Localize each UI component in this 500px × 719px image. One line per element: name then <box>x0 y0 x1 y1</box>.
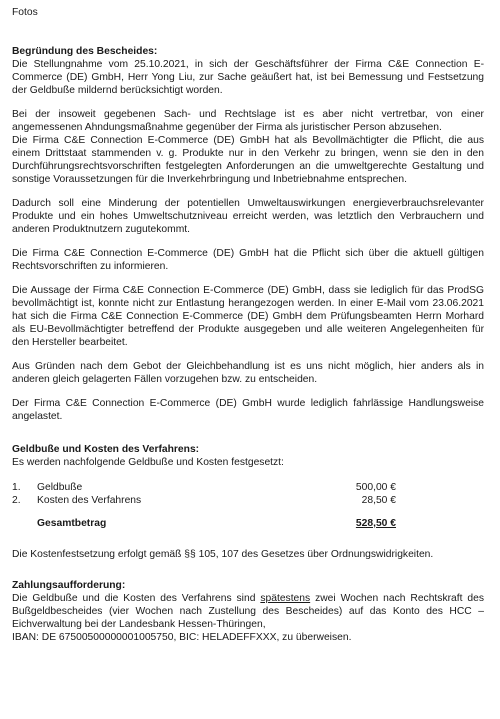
bank-details: IBAN: DE 67500500000001005750, BIC: HELADEFFXXX, zu überweisen. <box>12 632 352 643</box>
fees-heading: Geldbuße und Kosten des Verfahrens: <box>12 444 200 455</box>
cost-item-label: Geldbuße <box>37 482 83 493</box>
payment-text-end: zwei Wochen nach Rechtskraft des Bußgeldbescheides (vier Wochen nach Zustellung des Bescheides) auf das Konto des HCC – Eichverwaltung bei der Landesbank Hessen-Thüringen, <box>12 593 484 630</box>
reasons-heading: Begründung des Bescheides: <box>12 46 158 57</box>
reasons-section <box>12 45 484 423</box>
table-row <box>12 494 484 507</box>
fees-intro: Es werden nachfolgende Geldbuße und Kosten festgesetzt: <box>12 457 284 468</box>
reasons-paragraph-1: Die Stellungnahme vom 25.10.2021, in sich der Geschäftsführer der Firma C&E Connection E-Commerce (DE) GmbH, Herr Yong Liu, zur Sache geäußert hat, ist bei Bemessung und Festsetzung der Geldbuße mildernd berücksichtigt worden. <box>12 59 484 96</box>
reasons-paragraph-5: Die Aussage der Firma C&E Connection E-Commerce (DE) GmbH, dass sie lediglich für das ProdSG bevollmächtigt ist, konnte nicht zur Entlastung herangezogen werden. In einer E-Mail vom 23.06.2021 hat sich die Firma C&E Connection E-Commerce (DE) GmbH dem Prüfungsbeamten Herrn Morhard als EU-Bevollmächtigter betreffend der Produkte ausgegeben und alle weiteren Angelegenheiten für den Hersteller bearbeitet. <box>12 285 484 348</box>
payment-heading: Zahlungsaufforderung: <box>12 580 126 591</box>
legal-note: Die Kostenfestsetzung erfolgt gemäß §§ 105, 107 des Gesetzes über Ordnungswidrigkeiten. <box>12 549 434 560</box>
payment-text-start: Die Geldbuße und die Kosten des Verfahrens sind <box>12 593 261 604</box>
cost-item-number: 1. <box>12 482 21 493</box>
cost-item-amount: 500,00 € <box>355 482 396 493</box>
photos-label: Fotos <box>12 7 38 18</box>
cost-item-amount: 28,50 € <box>361 495 396 506</box>
total-amount: 528,50 € <box>355 518 396 529</box>
reasons-paragraph-2a: Bei der insoweit gegebenen Sach- und Rechtslage ist es aber nicht vertretbar, von einer angemessenen Ahndungsmaßnahme gegenüber der Firma als juristischer Person abzusehen. <box>12 109 484 133</box>
reasons-paragraph-3: Dadurch soll eine Minderung der potentiellen Umweltauswirkungen energieverbrauchsrelevanter Produkte und ein hohes Umweltschutzniveau erreicht werden, was letztlich den Verbrauchern und anderen Produktnutzern zugutekommt. <box>12 198 484 235</box>
payment-deadline-emphasis: spätestens <box>260 593 311 604</box>
total-row <box>12 507 484 530</box>
payment-section <box>12 579 484 644</box>
total-label: Gesamtbetrag <box>37 518 107 529</box>
reasons-paragraph-7: Der Firma C&E Connection E-Commerce (DE) GmbH wurde lediglich fahrlässige Handlungsweise angelastet. <box>12 398 484 422</box>
fees-section <box>12 443 484 561</box>
payment-text <box>12 592 484 631</box>
cost-table <box>12 481 484 530</box>
reasons-paragraph-4: Die Firma C&E Connection E-Commerce (DE) GmbH hat die Pflicht sich über die aktuell gültigen Rechtsvorschriften zu informieren. <box>12 248 484 272</box>
reasons-paragraph-2b: Die Firma C&E Connection E-Commerce (DE) GmbH hat als Bevollmächtigter die Pflicht, die aus einem Drittstaat stammenden v. g. Produkte nur in den Verkehr zu bringen, wenn sie den in den Durchführungsrechtsvorschriften festgelegten Anforderungen an die umweltgerechte Gestaltung und sonstige Voraussetzungen für die Inverkehrbringung und Inbetriebnahme entsprechen. <box>12 135 484 185</box>
cost-item-number: 2. <box>12 495 21 506</box>
reasons-paragraph-6: Aus Gründen nach dem Gebot der Gleichbehandlung ist es uns nicht möglich, hier anders als in anderen gleich gelagerten Fällen vorzugehen bzw. zu entscheiden. <box>12 361 484 385</box>
cost-item-label: Kosten des Verfahrens <box>37 495 142 506</box>
table-row <box>12 481 484 494</box>
